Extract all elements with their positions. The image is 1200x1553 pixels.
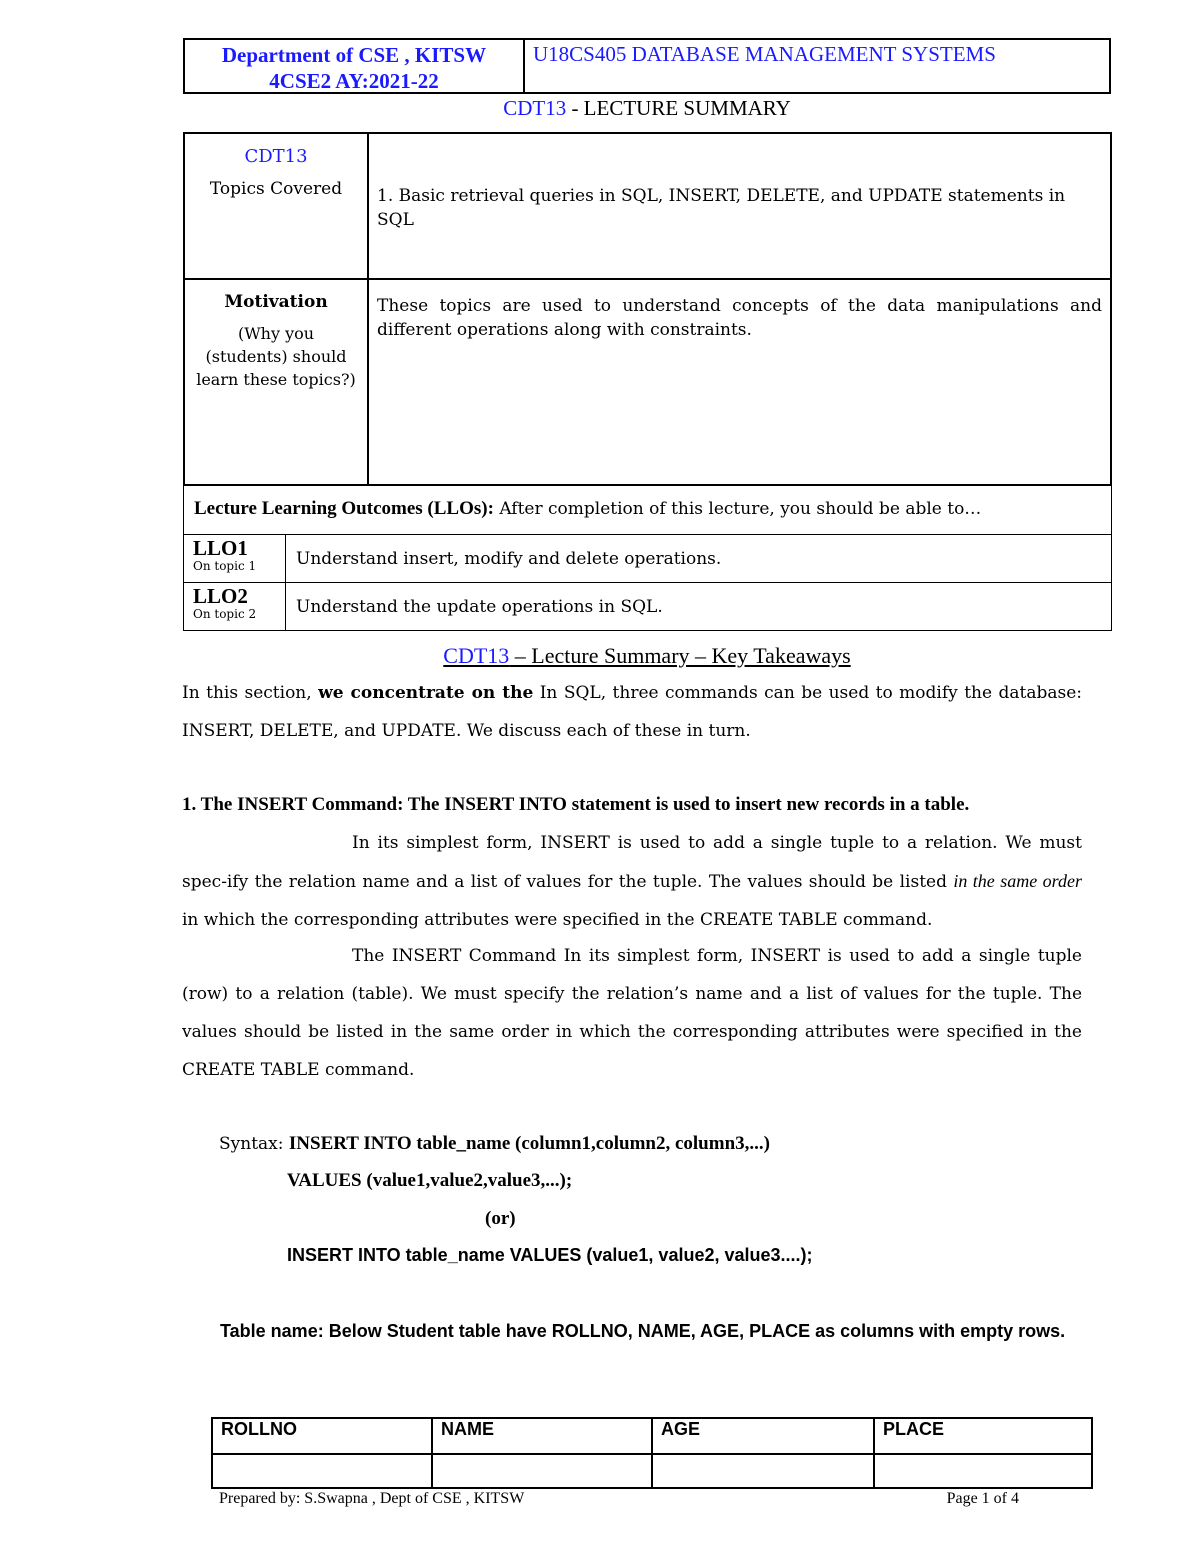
llo-topic: On topic 2 xyxy=(193,607,257,621)
motivation-label-cell xyxy=(185,292,367,391)
column-header: PLACE xyxy=(874,1418,1092,1454)
column-header: AGE xyxy=(652,1418,874,1454)
table-note: Table name: Below Student table have ROLLNO, NAME, AGE, PLACE as columns with empty rows. xyxy=(220,1321,1066,1341)
department-cell xyxy=(185,40,525,92)
column-header: NAME xyxy=(432,1418,652,1454)
p1a: In its simplest form, INSERT is used to add a single tuple to a relation. We must spec-ify the relation name and a list of values for the tuple. The values should be listed xyxy=(182,833,1082,892)
motivation-text: These topics are used to understand concepts of the data manipulations and different operations along with constraints. xyxy=(377,296,1102,340)
topics-table xyxy=(183,132,1112,486)
title-code: CDT13 xyxy=(503,96,567,120)
llo-text: Understand the update operations in SQL. xyxy=(296,597,663,617)
footer xyxy=(219,1490,1029,1508)
syntax-line-1 xyxy=(219,1133,770,1155)
intro-paragraph xyxy=(182,674,1082,750)
department-name: Department of CSE , KITSW xyxy=(221,43,487,67)
title-rest: - LECTURE SUMMARY xyxy=(566,96,791,120)
class-year: 4CSE2 AY:2021-22 xyxy=(269,69,439,93)
student-table xyxy=(211,1417,1093,1489)
llo-id: LLO2 xyxy=(193,584,248,608)
syntax-text-1: INSERT INTO table_name (column1,column2, column3,...) xyxy=(288,1133,770,1154)
takeaways-rest: – Lecture Summary – Key Takeaways xyxy=(509,643,851,668)
motivation-sub-2: (students) should xyxy=(205,347,347,366)
llo-text: Understand insert, modify and delete operations. xyxy=(296,549,722,569)
topics-code: CDT13 xyxy=(244,146,308,167)
intro-c: In SQL, three commands can be used to modify the database: INSERT, DELETE, and UPDATE. We discuss each of these in turn. xyxy=(182,683,1082,741)
table-row xyxy=(212,1454,1092,1488)
table-cell xyxy=(874,1454,1092,1488)
llo-table xyxy=(183,485,1112,631)
prepared-by: Prepared by: S.Swapna , Dept of CSE , KITSW xyxy=(219,1490,525,1507)
motivation-sub-3: learn these topics?) xyxy=(196,370,356,389)
column-header: ROLLNO xyxy=(212,1418,432,1454)
insert-paragraph-2: The INSERT Command In its simplest form, INSERT is used to add a single tuple (row) to a relation (table). We must specify the relation’s name and a list of values for the tuple. The values should be listed in the same order in which the corresponding attributes were specified in the CREATE TABLE command. xyxy=(182,946,1082,1080)
p1b: in which the corresponding attributes were specified in the CREATE TABLE command. xyxy=(182,910,933,930)
llo-row xyxy=(184,582,1111,630)
table-cell xyxy=(212,1454,432,1488)
llo-heading: Lecture Learning Outcomes (LLOs): xyxy=(194,498,494,519)
motivation-label: Motivation xyxy=(224,292,328,312)
header-box xyxy=(183,38,1111,94)
motivation-sub-1: (Why you xyxy=(237,324,315,343)
takeaways-code: CDT13 xyxy=(443,643,510,668)
takeaways-title xyxy=(183,643,1111,669)
topics-label-cell xyxy=(185,146,367,199)
llo-topic: On topic 1 xyxy=(193,559,257,573)
table-header-row xyxy=(212,1418,1092,1454)
table-cell xyxy=(652,1454,874,1488)
insert-heading: 1. The INSERT Command: The INSERT INTO statement is used to insert new records in a table. xyxy=(182,794,970,815)
topics-text: 1. Basic retrieval queries in SQL, INSERT, DELETE, and UPDATE statements in SQL xyxy=(377,186,1066,230)
syntax-label: Syntax: xyxy=(219,1134,284,1154)
llo-id: LLO1 xyxy=(193,536,248,560)
page-number: Page 1 of 4 xyxy=(946,1490,1019,1507)
p1-italic: in the same order xyxy=(953,871,1082,891)
insert-paragraph-1 xyxy=(182,824,1082,939)
course-title: U18CS405 DATABASE MANAGEMENT SYSTEMS xyxy=(533,42,996,66)
intro-b: we concentrate on the xyxy=(318,683,534,703)
topics-label: Topics Covered xyxy=(209,179,343,199)
intro-a: In this section, xyxy=(182,683,312,703)
llo-intro: After completion of this lecture, you should be able to… xyxy=(499,499,982,519)
llo-heading-row xyxy=(194,498,981,520)
table-cell xyxy=(432,1454,652,1488)
page-title xyxy=(0,96,1200,121)
syntax-line-2: VALUES (value1,value2,value3,...); xyxy=(287,1170,573,1191)
llo-row xyxy=(184,534,1111,582)
syntax-or: (or) xyxy=(485,1208,516,1229)
syntax-line-3: INSERT INTO table_name VALUES (value1, value2, value3....); xyxy=(287,1245,813,1265)
